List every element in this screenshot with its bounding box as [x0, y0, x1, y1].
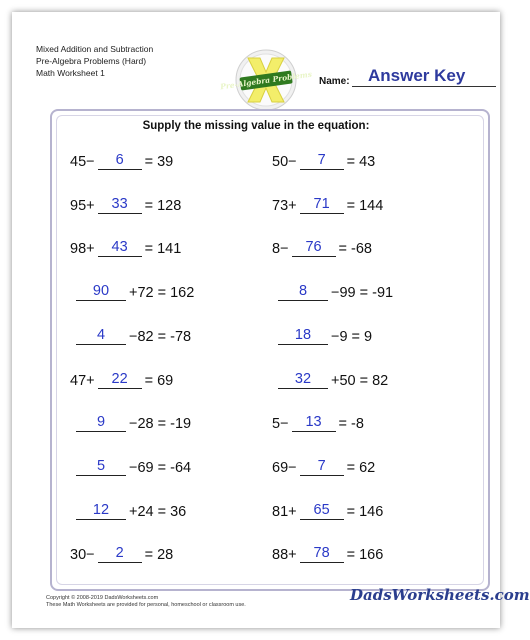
- answer-blank: 90: [76, 283, 126, 301]
- answer-blank: 9: [76, 414, 126, 432]
- problem-row: [272, 239, 372, 259]
- name-label: Name:: [319, 76, 350, 87]
- answer-blank: 18: [278, 327, 328, 345]
- footer-copyright: [46, 595, 246, 609]
- problem-prefix: 95+: [70, 197, 95, 214]
- answer-key-title: Answer Key: [368, 66, 466, 85]
- problem-prefix: 45−: [70, 154, 95, 170]
- answer-blank: 12: [76, 502, 126, 520]
- problem-row: [272, 152, 375, 172]
- problem-prefix: 81+: [272, 503, 297, 520]
- answer-blank: 71: [300, 196, 344, 214]
- problem-prefix: 30−: [70, 547, 95, 564]
- answer-blank: 22: [98, 371, 142, 389]
- problem-suffix: +72 = 162: [129, 285, 195, 302]
- problem-row: [272, 196, 383, 216]
- answer-blank: 13: [292, 414, 336, 432]
- problem-row: [70, 283, 194, 303]
- answer-blank: 65: [300, 502, 344, 520]
- brand-logo: DadsWorksheets.com: [350, 586, 530, 604]
- problem-prefix: 88+: [272, 547, 297, 564]
- answer-blank: 8: [278, 283, 328, 301]
- problem-prefix: 69−: [272, 459, 297, 476]
- problem-suffix: = 146: [346, 503, 384, 520]
- problem-suffix: = 43: [346, 154, 376, 170]
- instructions: Supply the missing value in the equation:: [142, 120, 370, 132]
- problem-suffix: −82 = -78: [129, 328, 192, 345]
- problem-row: [272, 545, 383, 565]
- problem-row: [70, 414, 191, 434]
- problem-row: [70, 196, 181, 216]
- problem-suffix: = 144: [346, 197, 384, 214]
- problem-suffix: = 69: [144, 372, 174, 389]
- problem-row: [70, 327, 191, 347]
- answer-blank: 5: [76, 458, 126, 476]
- problem-suffix: −28 = -19: [129, 416, 192, 433]
- problem-row: [272, 414, 364, 434]
- problem-suffix: = -68: [338, 241, 373, 258]
- problem-prefix: 47+: [70, 372, 95, 389]
- worksheet-title: Mixed Addition and Subtraction: [36, 44, 154, 54]
- answer-blank: 32: [278, 371, 328, 389]
- problem-row: [70, 502, 186, 522]
- problem-row: [70, 239, 181, 259]
- problem-suffix: +50 = 82: [331, 372, 389, 389]
- answer-blank: 2: [98, 545, 142, 563]
- problem-suffix: −69 = -64: [129, 459, 192, 476]
- worksheet-subtitle: Pre-Algebra Problems (Hard): [36, 56, 147, 66]
- answer-blank: 4: [76, 327, 126, 345]
- answer-blank: 43: [98, 239, 142, 257]
- problem-prefix: 5−: [272, 416, 289, 433]
- problem-suffix: = 39: [144, 154, 174, 170]
- worksheet-page: [12, 12, 530, 628]
- problem-prefix: 8−: [272, 241, 289, 258]
- problem-prefix: 98+: [70, 241, 95, 258]
- worksheet-number: Math Worksheet 1: [36, 68, 105, 78]
- answer-blank: 7: [300, 152, 344, 170]
- answer-blank: 6: [98, 152, 142, 170]
- problem-row: [272, 283, 393, 303]
- problem-suffix: −9 = 9: [331, 328, 373, 345]
- problem-suffix: = 128: [144, 197, 182, 214]
- problem-prefix: 73+: [272, 197, 297, 214]
- answer-blank: 33: [98, 196, 142, 214]
- problem-suffix: = 28: [144, 547, 174, 564]
- copyright-text: Copyright © 2008-2019 DadsWorksheets.com: [46, 595, 159, 601]
- logo-text: Pre-Algebra Problems: [219, 69, 313, 92]
- problem-row: [272, 371, 388, 391]
- answer-blank: 78: [300, 545, 344, 563]
- problem-row: [70, 371, 173, 391]
- problem-suffix: = 166: [346, 547, 384, 564]
- problem-suffix: = 141: [144, 241, 182, 258]
- problem-prefix: 50−: [272, 154, 297, 170]
- problem-row: [70, 545, 173, 565]
- name-line: [352, 86, 496, 87]
- problem-suffix: −99 = -91: [331, 285, 394, 302]
- notice-text: These Math Worksheets are provided for personal, homeschool or classroom use.: [46, 602, 246, 608]
- problem-suffix: +24 = 36: [129, 503, 187, 520]
- answer-blank: 7: [300, 458, 344, 476]
- problem-row: [70, 458, 191, 478]
- pre-algebra-logo: [219, 48, 313, 112]
- problem-suffix: = -8: [338, 416, 364, 433]
- problem-row: [272, 458, 375, 478]
- problem-row: [70, 152, 173, 172]
- problem-row: [272, 327, 372, 347]
- problem-suffix: = 62: [346, 459, 376, 476]
- answer-blank: 76: [292, 239, 336, 257]
- problem-row: [272, 502, 383, 522]
